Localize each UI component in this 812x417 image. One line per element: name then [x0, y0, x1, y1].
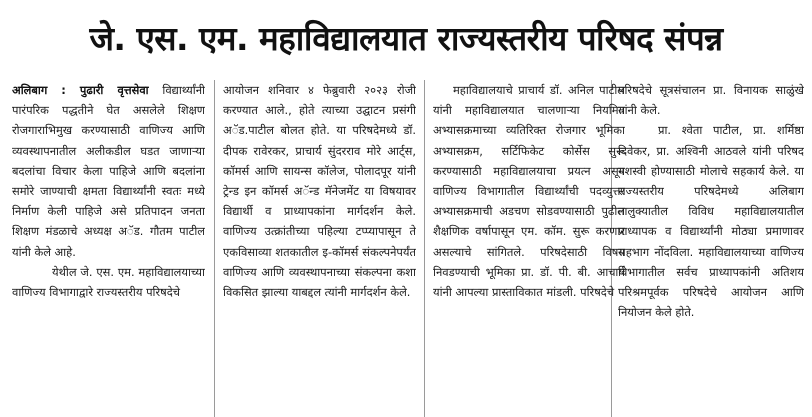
paragraph: आयोजन शनिवार ४ फेब्रुवारी २०२३ रोजी करण्यात आले., होते त्याच्या उद्घाटन प्रसंगी अॅड.पाटील बोलत होते. या परिषदेमध्ये डॉ. दीपक रावेरकर, प्राचार्य सुंदरराव मोरे आर्ट्स, कॉमर्स आणि सायन्स कॉलेज, पोलादपूर यांनी ट्रेन्ड इन कॉमर्स अॅन्ड मॅनेजमेंट या विषयावर विद्यार्थी व प्राध्यापकांना मार्गदर्शन केले. वाणिज्य उत्क्रांतीच्या पहिल्या टप्प्यापासून ते एकविसाव्या शतकातील इ-कॉमर्स संकल्पनेपर्यंत वाणिज्य आणि व्यवस्थापनाच्या संकल्पना कशा विकसित झाल्या याबद्दल त्यांनी मार्गदर्शन केले.	[223, 83, 416, 300]
dateline: अलिबाग : पुढारी वृत्तसेवा	[12, 83, 149, 97]
article-column-4	[618, 80, 804, 417]
article-body	[0, 80, 812, 417]
paragraph	[12, 80, 205, 262]
paragraph: महाविद्यालयाचे प्राचार्य डॉ. अनिल पाटील यांनी महाविद्यालयात चालणाऱ्या नियमित अभ्यासक्रमाच्या व्यतिरिक्त रोजगार भूमिका अभ्यासक्रम, सर्टिफिकेट कोर्सेस सुरू करण्यासाठी महाविद्यालयाचा प्रयत्न असून वाणिज्य विभागातील विद्यार्थ्यांची पदव्युत्तर अभ्यासक्रमाची अडचण सोडवण्यासाठी पुढील शैक्षणिक वर्षापासून एम. कॉम. सुरू करणार असल्याचे सांगितले. परिषदेसाठी विषय निवडण्याची भूमिका प्रा. डॉ. पी. बी. आचार्य यांनी आपल्या प्रास्ताविकात मांडली. परिषदेचे	[433, 83, 625, 300]
headline: जे. एस. एम. महाविद्यालयात राज्यस्तरीय परिषद संपन्न	[89, 18, 723, 58]
paragraph: परिषदेचे सूत्रसंचालन प्रा. विनायक साळुंखे यांनी केले.	[618, 83, 804, 118]
article-column-2	[223, 80, 416, 417]
paragraph: प्रा. श्वेता पाटील, प्रा. शर्मिष्ठा दिवेकर, प्रा. अश्विनी आठवले यांनी परिषद यशस्वी होण्यासाठी मोलाचे सहकार्य केले. या राज्यस्तरीय परिषदेमध्ये अलिबाग तालुक्यातील विविध महाविद्यालयातील प्राध्यापक व विद्यार्थ्यांनी मोठ्या प्रमाणावर सहभाग नोंदविला. महाविद्यालयाच्या वाणिज्य विभागातील सर्वच प्राध्यापकांनी अतिशय परिश्रमपूर्वक परिषदेचे आयोजन आणि नियोजन केले होते.	[618, 123, 804, 320]
article-column-1	[12, 80, 205, 417]
paragraph-text: विद्यार्थ्यांनी पारंपरिक पद्धतीने घेत असलेले शिक्षण रोजगाराभिमुख करण्यासाठी वाणिज्य आणि व्यवस्थापनातील अलीकडील घडत जाणाऱ्या बदलांचा विचार केला पाहिजे आणि बदलांना समोरे जाण्याची क्षमता विद्यार्थ्यांनी स्वतः मध्ये निर्माण केली पाहिजे असे प्रतिपादन जनता शिक्षण मंडळाचे अध्यक्ष अॅड. गौतम पाटील यांनी केले आहे.	[12, 83, 205, 259]
article-column-3	[433, 80, 625, 417]
paragraph: येथील जे. एस. एम. महाविद्यालयाच्या वाणिज्य विभागाद्वारे राज्यस्तरीय परिषदेचे	[12, 264, 205, 300]
